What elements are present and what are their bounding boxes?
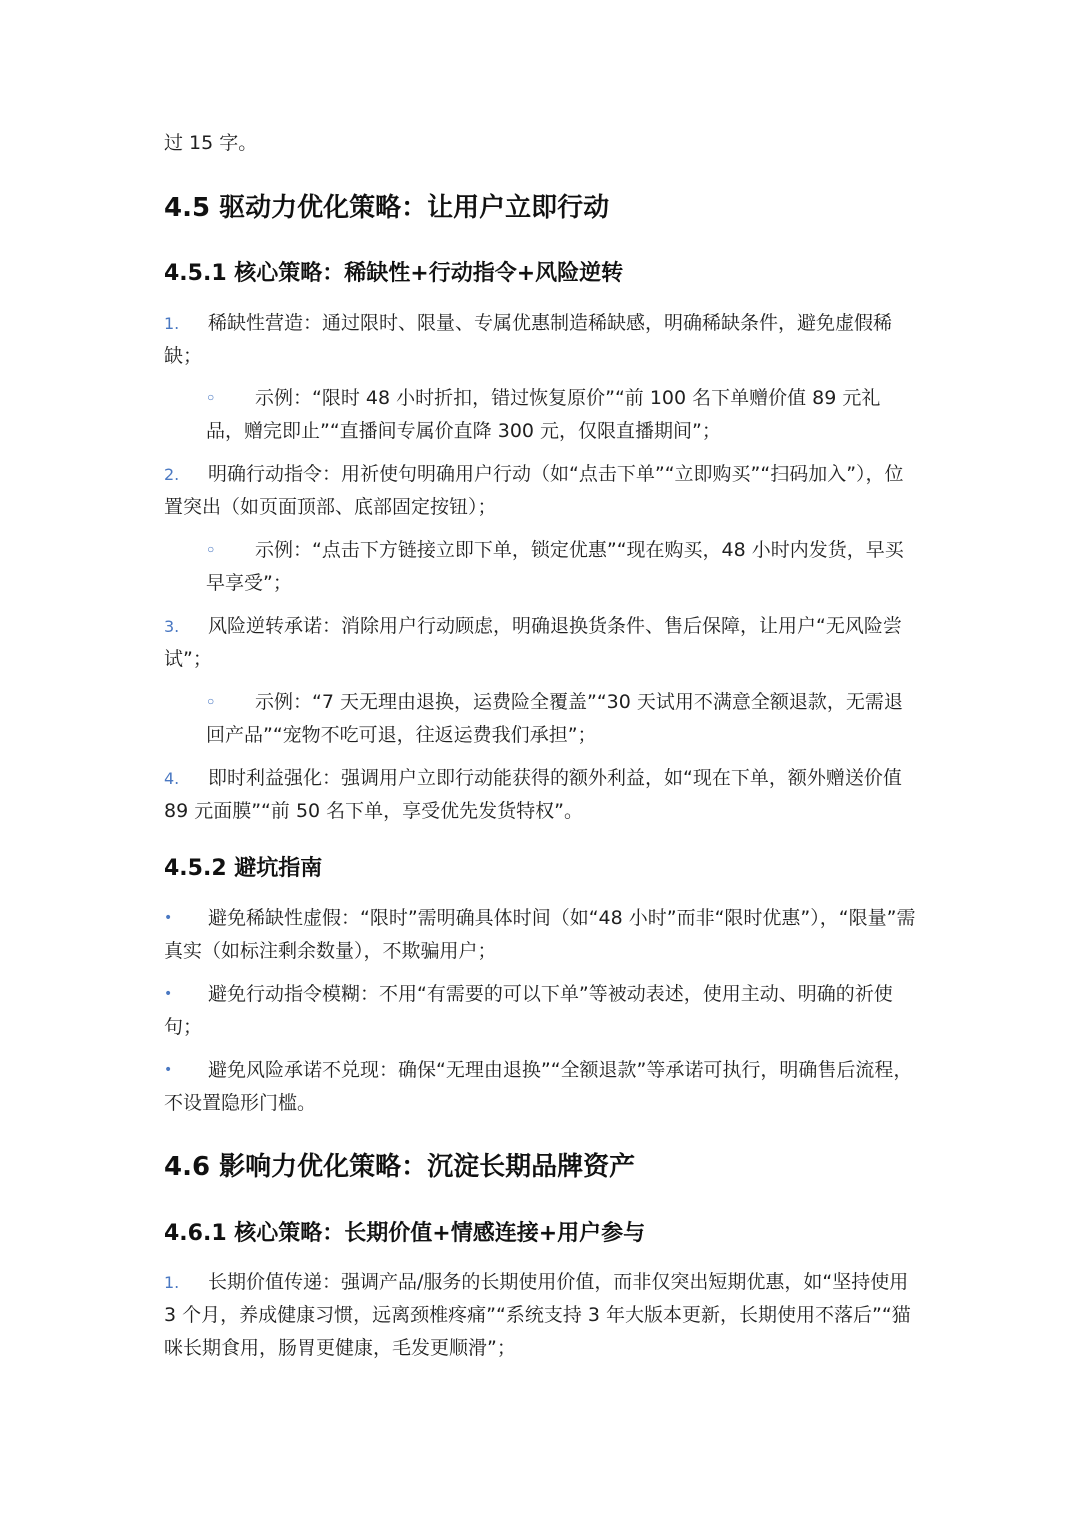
bullet-text: 避免风险承诺不兑现：确保“无理由退换”“全额退款”等承诺可执行，明确售后流程，不设置隐形门槛。 <box>164 1059 913 1114</box>
list-number: 2. <box>164 465 180 484</box>
example-text: 示例：“限时 48 小时折扣，错过恢复原价”“前 100 名下单赠价值 89 元礼品，赠完即止”“直播间专属价直降 300 元，仅限直播期间”； <box>206 387 881 442</box>
section-4-6-title: 4.6 影响力优化策略：沉淀长期品牌资产 <box>164 1152 636 1182</box>
list-item <box>164 762 920 828</box>
example-text: 示例：“点击下方链接立即下单，锁定优惠”“现在购买，48 小时内发货，早买早享受”； <box>206 539 904 594</box>
example-item <box>206 534 906 600</box>
example-item <box>206 686 906 752</box>
bullet-icon: • <box>164 910 173 926</box>
list-item <box>164 307 920 373</box>
section-4-5-1-title: 4.5.1 核心策略：稀缺性+行动指令+风险逆转 <box>164 261 624 286</box>
list-item-text: 即时利益强化：强调用户立即行动能获得的额外利益，如“现在下单，额外赠送价值 89 元面膜”“前 50 名下单，享受优先发货特权”。 <box>164 767 902 822</box>
list-number: 1. <box>164 314 180 333</box>
hollow-bullet-icon: ◦ <box>206 389 216 407</box>
list-item-text: 明确行动指令：用祈使句明确用户行动（如“点击下单”“立即购买”“扫码加入”），位置突出（如页面顶部、底部固定按钮）； <box>164 463 904 518</box>
bullet-text: 避免稀缺性虚假：“限时”需明确具体时间（如“48 小时”而非“限时优惠”），“限量”需真实（如标注剩余数量），不欺骗用户； <box>164 907 916 962</box>
list-item <box>164 1266 920 1365</box>
example-text: 示例：“7 天无理由退换，运费险全覆盖”“30 天试用不满意全额退款，无需退回产品”“宠物不吃可退，往返运费我们承担”； <box>206 691 903 746</box>
list-number: 4. <box>164 769 180 788</box>
section-4-5-2-title: 4.5.2 避坑指南 <box>164 856 323 881</box>
intro-tail: 过 15 字。 <box>164 132 258 154</box>
bullet-item <box>164 902 920 968</box>
example-item <box>206 382 906 448</box>
list-number: 1. <box>164 1273 180 1292</box>
section-4-5-title: 4.5 驱动力优化策略：让用户立即行动 <box>164 193 610 223</box>
list-item-text: 稀缺性营造：通过限时、限量、专属优惠制造稀缺感，明确稀缺条件，避免虚假稀缺； <box>164 312 893 367</box>
hollow-bullet-icon: ◦ <box>206 693 216 711</box>
bullet-item <box>164 978 920 1044</box>
list-item <box>164 610 920 676</box>
bullet-icon: • <box>164 986 173 1002</box>
hollow-bullet-icon: ◦ <box>206 541 216 559</box>
bullet-text: 避免行动指令模糊：不用“有需要的可以下单”等被动表述，使用主动、明确的祈使句； <box>164 983 893 1038</box>
list-item <box>164 458 920 524</box>
bullet-item <box>164 1054 920 1120</box>
list-item-text: 长期价值传递：强调产品/服务的长期使用价值，而非仅突出短期优惠，如“坚持使用 3 个月，养成健康习惯，远离颈椎疼痛”“系统支持 3 年大版本更新，长期使用不落后”“猫咪长期食用，肠胃更健康，毛发更顺滑”； <box>164 1271 911 1359</box>
bullet-icon: • <box>164 1062 173 1078</box>
section-4-6-1-title: 4.6.1 核心策略：长期价值+情感连接+用户参与 <box>164 1221 646 1246</box>
list-item-text: 风险逆转承诺：消除用户行动顾虑，明确退换货条件、售后保障，让用户“无风险尝试”； <box>164 615 902 670</box>
list-number: 3. <box>164 617 180 636</box>
